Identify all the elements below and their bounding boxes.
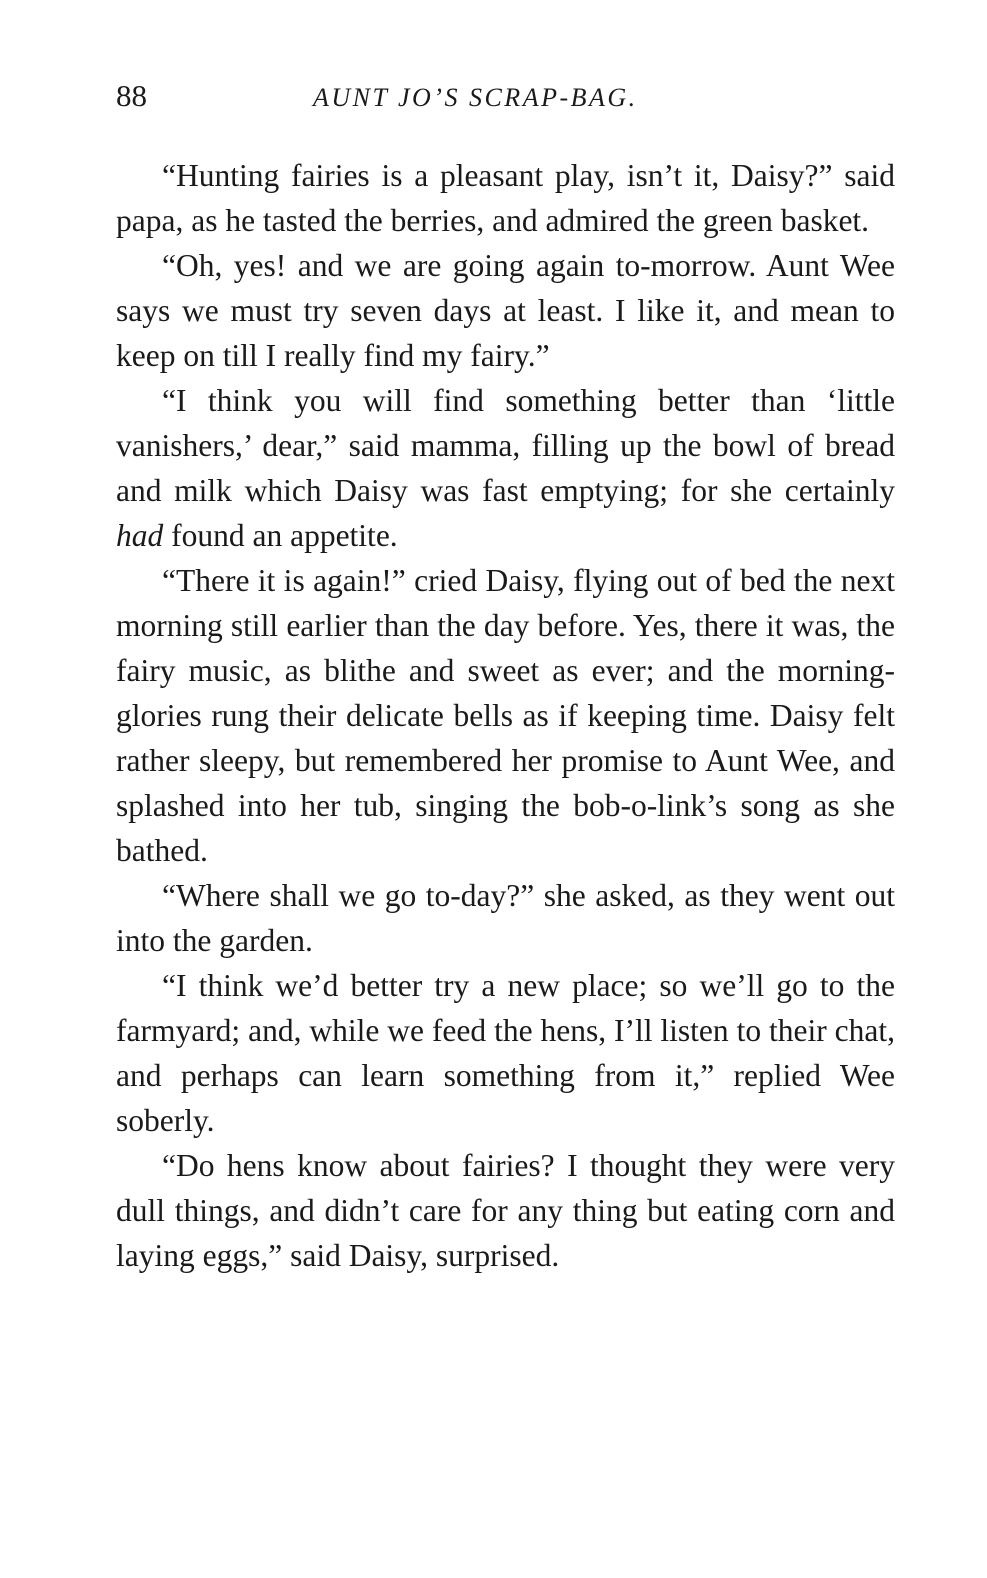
text-run: “I think we’d better try a new place; so we’ll go to the farmyard; and, while we feed the hens, I’ll listen to their chat, and perhaps can learn something from it,” replied Wee soberly. (116, 968, 895, 1138)
text-run: “Hunting fairies is a pleasant play, isn’t it, Daisy?” said papa, as he tasted the berries, and admired the green basket. (116, 158, 895, 238)
paragraph (116, 873, 895, 963)
paragraph (116, 963, 895, 1143)
page-number: 88 (116, 78, 147, 113)
paragraph (116, 378, 895, 558)
body-text (116, 153, 895, 1278)
text-run: “Oh, yes! and we are going again to-morrow. Aunt Wee says we must try seven days at least. I like it, and mean to keep on till I really find my fairy.” (116, 248, 895, 373)
text-run: “Do hens know about fairies? I thought they were very dull things, and didn’t care for any thing but eating corn and laying eggs,” said Daisy, surprised. (116, 1148, 895, 1273)
text-run: “There it is again!” cried Daisy, flying out of bed the next morning still earlier than the day before. Yes, there it was, the fairy music, as blithe and sweet as ever; and the morning-glories rung their delicate bells as if keeping time. Daisy felt rather sleepy, but remembered her promise to Aunt Wee, and splashed into her tub, singing the bob-o-link’s song as she bathed. (116, 563, 895, 868)
paragraph (116, 243, 895, 378)
running-title: AUNT JO’S SCRAP-BAG. (313, 83, 638, 112)
emphasized-word: had (116, 518, 164, 553)
page-header (116, 78, 896, 118)
text-run: found an appetite. (163, 518, 398, 553)
paragraph (116, 558, 895, 873)
text-run: “Where shall we go to-day?” she asked, as they went out into the garden. (116, 878, 895, 958)
paragraph (116, 1143, 895, 1278)
text-run: “I think you will find something better than ‘little vanishers,’ dear,” said mamma, filling up the bowl of bread and milk which Daisy was fast emptying; for she certainly (116, 383, 895, 508)
paragraph (116, 153, 895, 243)
